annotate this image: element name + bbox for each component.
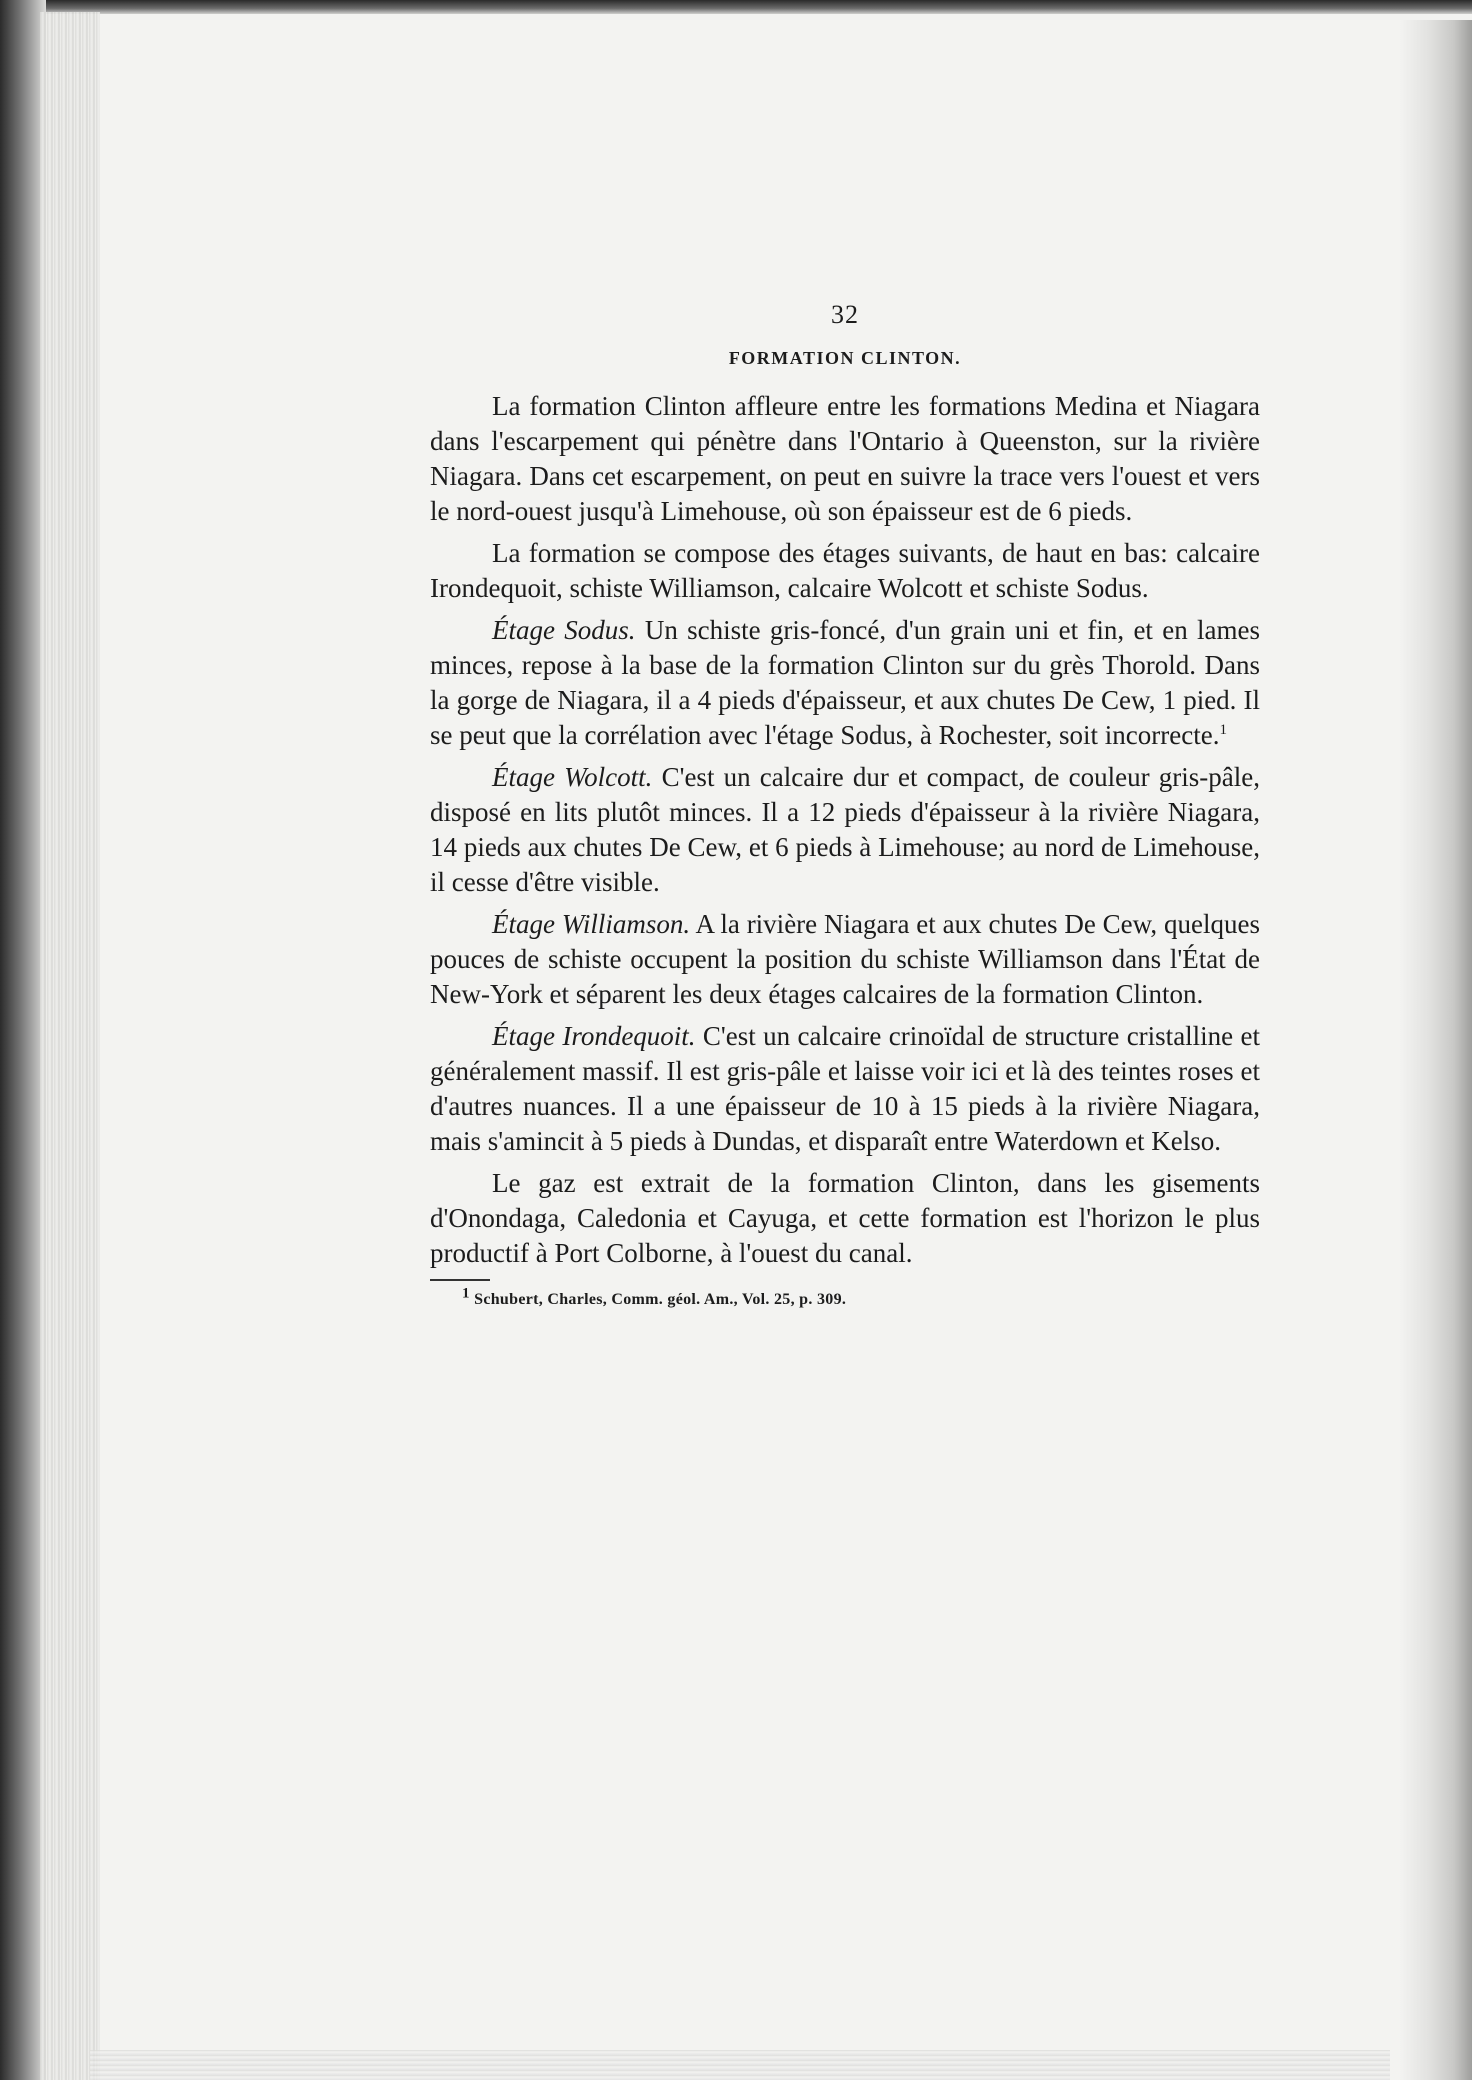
paragraph-intro bbox=[430, 389, 1260, 529]
stage-heading: Étage Sodus. bbox=[492, 615, 636, 645]
footnote bbox=[430, 1285, 1260, 1309]
paragraph-text: Un schiste gris-foncé, d'un grain uni et fin, et en lames minces, repose à la base de la formation Clinton sur du grès Thorold. Dans la gorge de Niagara, il a 4 pieds d'épaisseur, et aux chutes De Cew, 1 pied. Il se peut que la corrélation avec l'étage Sodus, à Rochester, soit incorrecte. bbox=[430, 615, 1260, 750]
stage-heading: Étage Irondequoit. bbox=[492, 1021, 696, 1051]
paragraph-williamson bbox=[430, 907, 1260, 1012]
footnote-reference: 1 bbox=[1219, 722, 1227, 738]
page-stack-bottom bbox=[90, 2050, 1390, 2080]
footnote-marker: 1 bbox=[462, 1285, 470, 1302]
section-title: FORMATION CLINTON. bbox=[728, 348, 962, 368]
footnote-text: Schubert, Charles, Comm. géol. Am., Vol. 25, p. 309. bbox=[474, 1291, 847, 1308]
paragraph-text: A la rivière Niagara et aux chutes De Cew, quelques pouces de schiste occupent la position du schiste Williamson dans l'État de New-York et séparent les deux étages calcaires de la formation Clinton. bbox=[430, 909, 1260, 1009]
paragraph-irondequoit bbox=[430, 1019, 1260, 1159]
stage-heading: Étage Wolcott. bbox=[492, 762, 653, 792]
page-number: 32 bbox=[831, 300, 859, 329]
stage-heading: Étage Williamson. bbox=[492, 909, 691, 939]
paragraph-wolcott bbox=[430, 760, 1260, 900]
paragraph-stages bbox=[430, 536, 1260, 606]
footnote-divider bbox=[430, 1279, 490, 1281]
paragraph-text: Le gaz est extrait de la formation Clinton, dans les gisements d'Onondaga, Caledonia et Cayuga, et cette formation est l'horizon le plus productif à Port Colborne, à l'ouest du canal. bbox=[430, 1168, 1260, 1268]
paragraph-text: La formation Clinton affleure entre les formations Medina et Niagara dans l'escarpement qui pénètre dans l'Ontario à Queenston, sur la rivière Niagara. Dans cet escarpement, on peut en suivre la trace vers l'ouest et vers le nord-ouest jusqu'à Limehouse, où son épaisseur est de 6 pieds. bbox=[430, 391, 1260, 526]
page-stack-edge bbox=[40, 12, 100, 2080]
page-content bbox=[430, 300, 1260, 1309]
paragraph-text: C'est un calcaire dur et compact, de couleur gris-pâle, disposé en lits plutôt minces. Il a 12 pieds d'épaisseur à la rivière Niagara, 14 pieds aux chutes De Cew, et 6 pieds à Limehouse; au nord de Limehouse, il cesse d'être visible. bbox=[430, 762, 1261, 897]
paragraph-text: La formation se compose des étages suivants, de haut en bas: calcaire Irondequoit, schiste Williamson, calcaire Wolcott et schiste Sodus. bbox=[430, 538, 1260, 603]
paragraph-sodus bbox=[430, 613, 1260, 753]
paragraph-text: C'est un calcaire crinoïdal de structure cristalline et généralement massif. Il est gris-pâle et laisse voir ici et là des teintes roses et d'autres nuances. Il a une épaisseur de 10 à 15 pieds à la rivière Niagara, mais s'amincit à 5 pieds à Dundas, et disparaît entre Waterdown et Kelso. bbox=[430, 1021, 1260, 1156]
paragraph-gas bbox=[430, 1166, 1260, 1271]
right-page-shadow bbox=[1400, 20, 1472, 2080]
book-top-edge bbox=[0, 0, 1472, 14]
